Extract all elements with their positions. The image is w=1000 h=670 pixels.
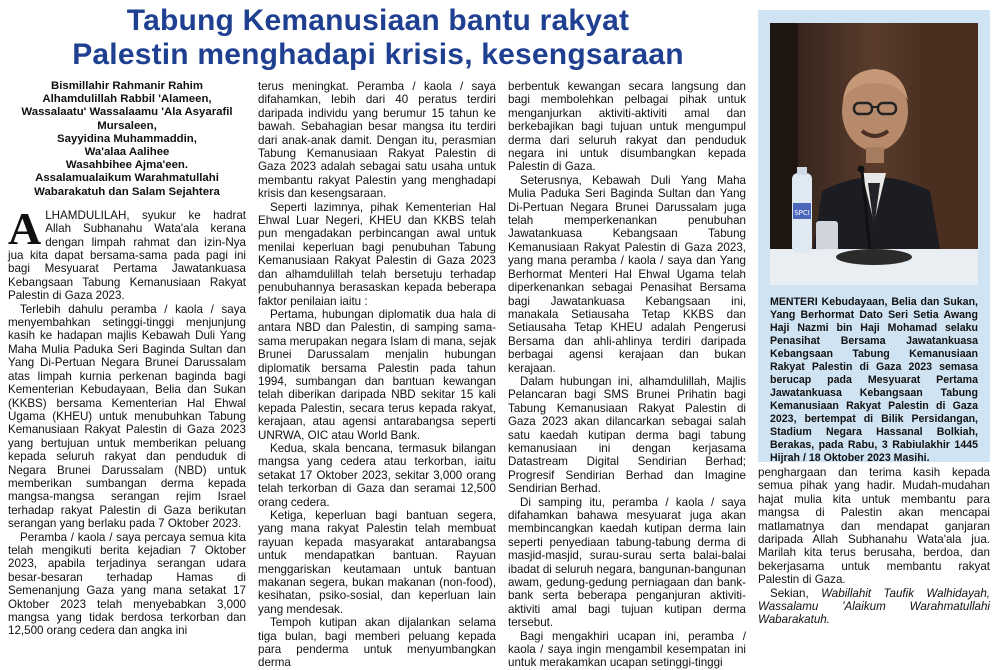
- paragraph: terus meningkat. Peramba / kaola / saya difahamkan, lebih dari 40 peratus terdiri daripada individu yang berumur 15 tahun ke bawah. Sebahagian besar mangsa itu terdiri dari anak-anak damit. Dengan itu, perasmian Tabung Kemanusiaan Rakyat Palestin di Gaza 2023 adalah sebagai satu usaha untuk membantu rakyat Palestin yang menghadapi krisis dan kesengsaraan.: [258, 80, 496, 201]
- headline-line-2: Palestin menghadapi krisis, kesengsaraan: [72, 38, 684, 71]
- closing-lead: Sekian,: [770, 586, 809, 600]
- article-column-3: [508, 80, 746, 670]
- greeting-line: Bismillahir Rahmanir Rahim: [51, 80, 203, 92]
- photo-caption: MENTERI Kebudayaan, Belia dan Sukan, Yang Berhormat Dato Seri Setia Awang Haji Nazmi bin Haji Mohamad selaku Penasihat Bersama Jawatankuasa Kebangsaan Tabung Kemanusiaan Rakyat Palestin di Gaza 2023 semasa berucap pada Mesyuarat Pertama Jawatankuasa Kebangsaan Tabung Kemanusiaan Rakyat Palestin di Gaza 2023, bertempat di Bilik Persidangan, Stadium Negara Hassanal Bolkiah, Berakas, pada Rabu, 3 Rabiulakhir 1445 Hijrah / 18 Oktober 2023 Masihi.: [770, 296, 978, 464]
- paragraph: Dalam hubungan ini, alhamdulillah, Majlis Pelancaran bagi SMS Brunei Prihatin bagi Tabung Kemanusiaan Rakyat Palestin di Gaza 2023 akan dilancarkan sebagai salah satu kaedah kutipan derma bagi tabung kemanusiaan ini dengan kerjasama Datastream Digital Sendirian Berhad; Progresif Sendirian Berhad dan Imagine Sendirian Berhad.: [508, 374, 746, 496]
- article-column-2: [258, 80, 496, 670]
- speaker-photo: [770, 23, 978, 285]
- closing-signature: Wabillahit Taufik Walhidayah, Wassalamu 'Alaikum Warahmatullahi Wabarakatuh.: [758, 586, 990, 627]
- paragraph: Pertama, hubungan diplomatik dua hala di antara NBD dan Palestin, di samping sama-sama merupakan negara Islam di mana, sejak Brunei Darussalam menjalin hubungan diplomatik bersama Palestin pada tahun 1994, sumbangan dan bantuan kewangan telah diberikan daripada NBD sekitar 15 kali kepada Palestin, secara terus kepada rakyat, kerajaan, atau agensi antarabangsa seperti UNRWA, OIC atau World Bank.: [258, 307, 496, 442]
- greeting-line: Wa'alaa Aalihee: [84, 146, 170, 159]
- paragraph: Bagi mengakhiri ucapan ini, peramba / kaola / saya ingin mengambil kesempatan ini untuk merakamkan ucapan setinggi-tinggi: [508, 629, 746, 670]
- closing-paragraph: [758, 587, 990, 627]
- paragraph: Terlebih dahulu peramba / kaola / saya menyembahkan setinggi-tinggi menjunjung kasih ke hadapan majlis Kebawah Duli Yang Maha Mulia Paduka Seri Baginda Sultan dan Yang Di-Pertuan Negara Brunei Darussalam atas limpah kurnia perkenan baginda bagi Kementerian Kebudayaan, Belia dan Sukan (KKBS) bersama Kementerian Hal Ehwal Ugama (KHEU) untuk menubuhkan Tabung Kemanusiaan Rakyat Palestin di Gaza 2023 yang bertujuan untuk memberikan peluang kepada seluruh rakyat dan penduduk di Negara Brunei Darussalam (NBD) untuk memberikan sumbangan derma kepada mangsa-mangsa serangan rejim Israel terhadap rakyat Palestin di Gaza berikutan serangan yang berlaku pada 7 Oktober 2023.: [8, 302, 246, 531]
- headline-line-1: Tabung Kemanusiaan bantu rakyat: [126, 4, 630, 37]
- headline: [0, 4, 756, 72]
- greeting-line: Wassalaatu' Wassalaamu 'Ala Asyarafil: [21, 106, 233, 119]
- drop-cap: A: [8, 202, 42, 254]
- bottle-label: SPCI: [794, 209, 810, 217]
- paragraph: Kedua, skala bencana, termasuk bilangan mangsa yang cedera atau terkorban, iaitu setakat 17 Oktober 2023, sekitar 3,000 orang telah terkorban di Gaza dan seramai 12,500 orang cedera.: [258, 441, 496, 509]
- paragraph: [8, 202, 246, 303]
- paragraph: penghargaan dan terima kasih kepada semua pihak yang hadir. Mudah-mudahan hajat mulia kita untuk membantu para mangsa di Palestin akan mencapai matlamatnya dan mendapat ganjaran daripada Allah Subhanahu Wata'ala jua. Marilah kita terus berusaha, berdoa, dan bekerjasama untuk membantu rakyat Palestin di Gaza.: [758, 466, 990, 587]
- paragraph: berbentuk kewangan secara langsung dan bagi membolehkan pelbagai pihak untuk menganjurkan aktiviti-aktiviti amal dan berkebajikan bagi tujuan untuk mengumpul derma dari seluruh rakyat dan penduduk negara ini untuk disumbangkan kepada Palestin di Gaza.: [508, 80, 746, 174]
- greeting-line: Wasahbihee Ajma'een.: [65, 159, 189, 172]
- paragraph: Ketiga, keperluan bagi bantuan segera, yang mana rakyat Palestin telah membuat rayuan kepada masyarakat antarabangsa untuk mendapatkan bantuan. Rayuan menggariskan keutamaan untuk bantuan makanan segera, bukan makanan (non-food), kesihatan, psiko-sosial, dan keperluan lain yang mendesak.: [258, 509, 496, 616]
- paragraph: Di samping itu, peramba / kaola / saya difahamkan bahawa mesyuarat juga akan membincangkan kaedah kutipan derma lain seperti penyediaan tabung-tabung derma di masjid-masjid, surau-surau serta balai-balai ibadat di seluruh negara, bangunan-bangunan awam, gedung-gedung perniagaan dan bank-bank serta beberapa penganjuran aktiviti-aktiviti amal bagi tujuan kutipan derma tersebut.: [508, 495, 746, 630]
- greeting-line: Alhamdulillah Rabbil 'Alameen,: [42, 93, 212, 106]
- paragraph-text: LHAMDULILAH, syukur ke hadrat Allah Subhanahu Wata'ala kerana dengan limpah rahmat dan izin-Nya jua kita dapat bersama-sama pada pagi ini bagi Mesyuarat Pertama Jawatankuasa Kebangsaan Tabung Kemanusiaan Rakyat Palestin di Gaza 2023.: [8, 208, 246, 303]
- paragraph: Peramba / kaola / saya percaya semua kita telah mengikuti berita kejadian 7 Oktober 2023, apabila terjadinya serangan udara besar-besaran terhadap Hamas di Semenanjung Gaza yang mana setakat 17 Oktober 2023 telah menyebabkan 3,000 mangsa yang tidak berdosa terkorban dan 12,500 orang cedera dan angka ini: [8, 530, 246, 638]
- opening-greeting: [8, 80, 246, 199]
- paragraph: Seterusnya, Kebawah Duli Yang Maha Mulia Paduka Seri Baginda Sultan dan Yang Di-Pertuan Negara Brunei Darussalam juga telah memperkenankan penubuhan Jawatankuasa Kebangsaan Tabung Kemanusiaan Rakyat Palestin di Gaza 2023, yang mana peramba / kaola / saya dan Yang Berhormat Menteri Hal Ehwal Ugama telah diperkenankan sebagai Penasihat Bersama bagi Jawatankuasa Kebangsaan ini, manakala Setiausaha Tetap KKBS dan Setiausaha Tetap KHEU adalah Pengerusi Bersama dan ahli-ahlinya terdiri daripada berbagai agensi kerajaan dan bukan kerajaan.: [508, 173, 746, 375]
- paragraph: Tempoh kutipan akan dijalankan selama tiga bulan, bagi memberi peluang kepada para penderma untuk menyumbangkan derma: [258, 616, 496, 670]
- greeting-line: Mursaleen,: [97, 119, 157, 132]
- paragraph: Seperti lazimnya, pihak Kementerian Hal Ehwal Luar Negeri, KHEU dan KKBS telah pun mengadakan perbincangan awal untuk menilai keperluan bagi penubuhan Tabung Kemanusiaan Rakyat Palestin di Gaza 2023 dan alhamdulillah telah bersetuju terhadap penubuhannya berasaskan kepada beberapa faktor penilaian iaitu :: [258, 200, 496, 308]
- greeting-line: Wabarakatuh dan Salam Sejahtera: [34, 185, 220, 198]
- greeting-line: Assalamualaikum Warahmatullahi: [35, 172, 219, 185]
- article-column-4: [758, 466, 990, 627]
- article-column-1: [8, 80, 246, 638]
- greeting-line: Sayyidina Muhammaddin,: [57, 132, 197, 145]
- photo-sidebar: [758, 10, 990, 462]
